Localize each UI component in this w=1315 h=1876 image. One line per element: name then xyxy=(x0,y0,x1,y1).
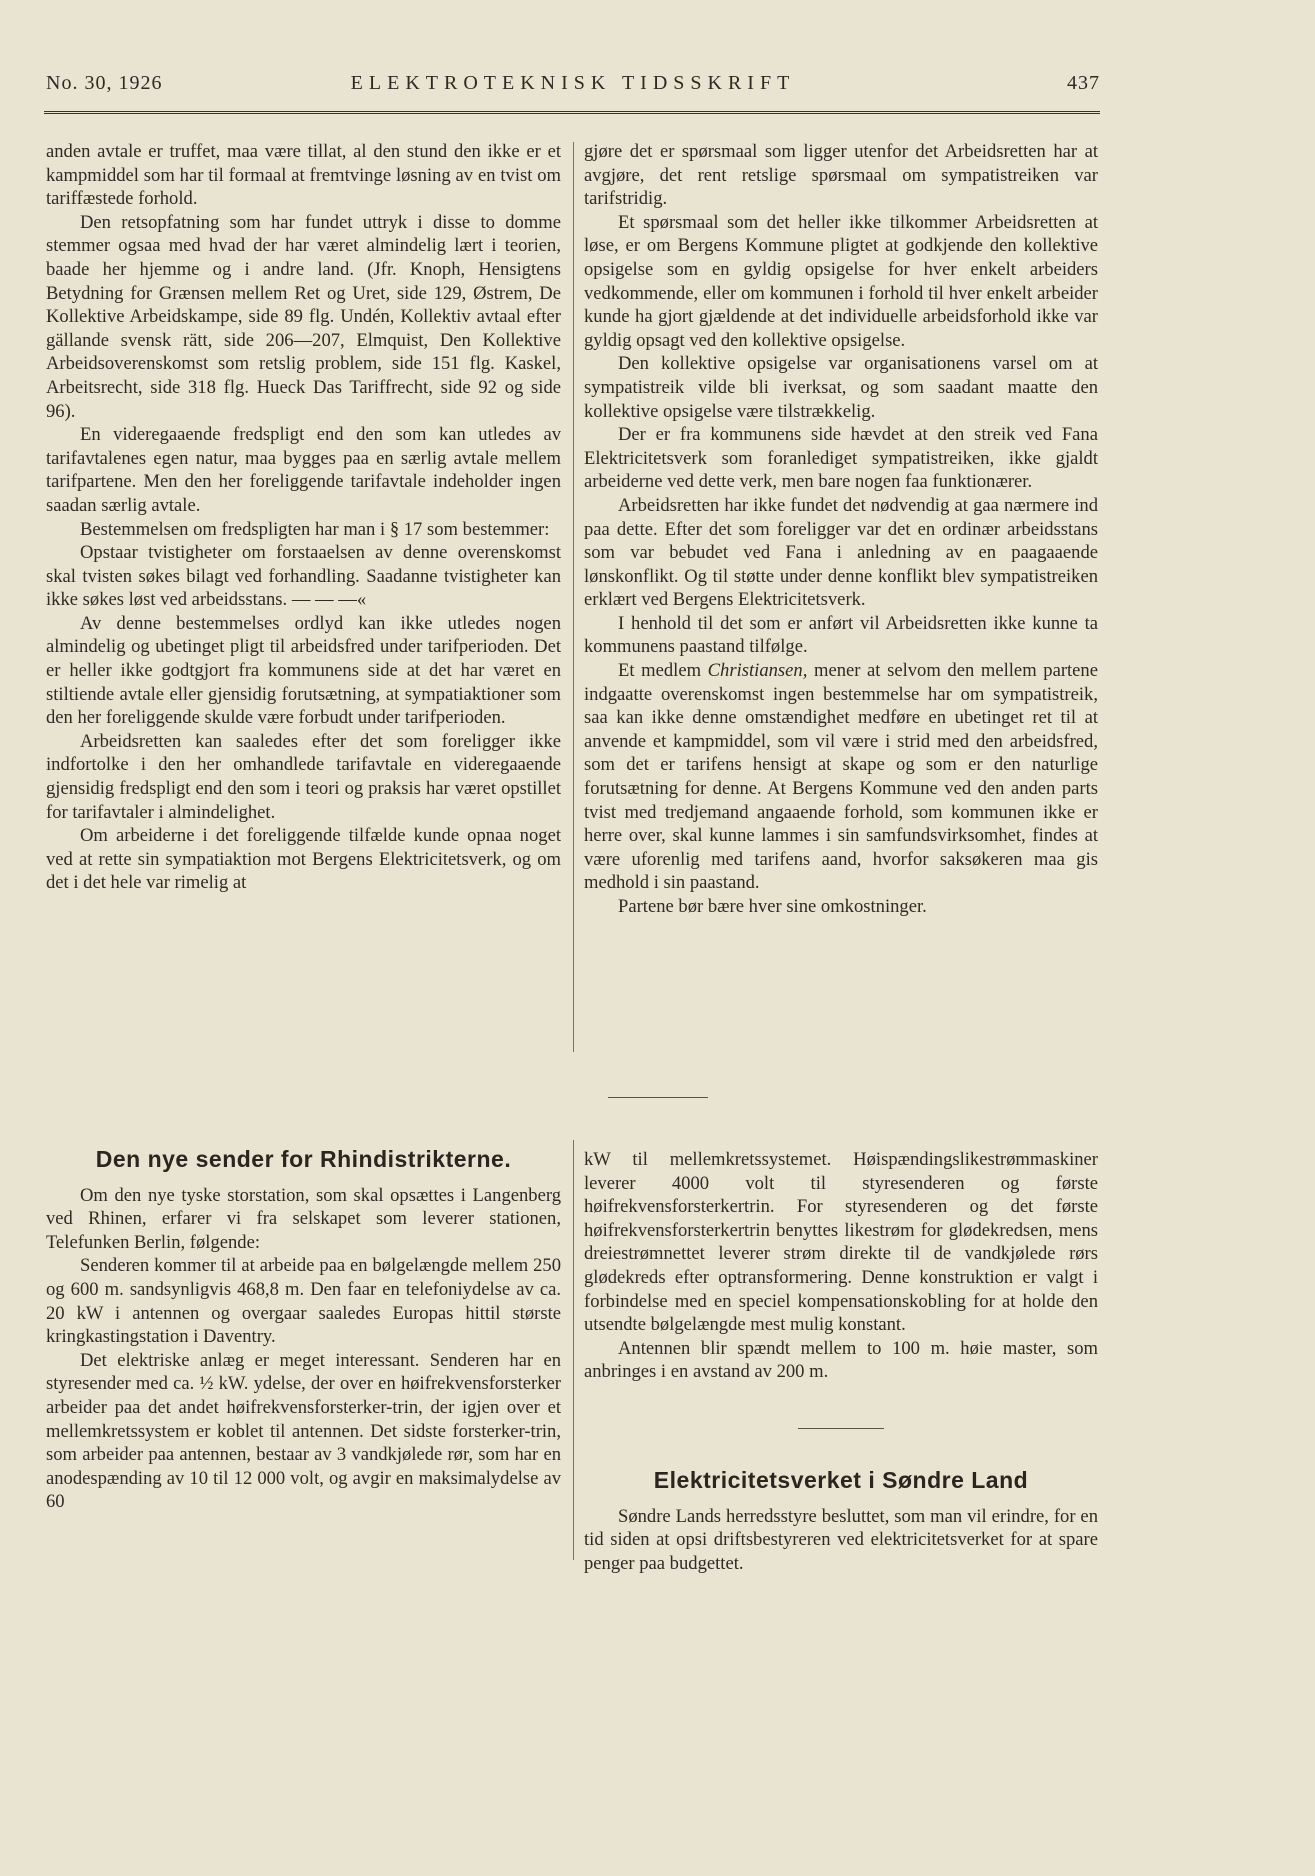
paragraph: Bestemmelsen om fredspligten har man i § 17 som bestemmer: xyxy=(80,518,550,540)
paragraph: gjøre det er spørsmaal som ligger utenfor det Arbeidsretten har at avgjøre, det rent retslige spørsmaal om sympatistreiken var tarifstridig. xyxy=(584,141,1098,210)
paragraph: Der er fra kommunens side hævdet at den streik ved Fana Elektricitetsverk som foranlediget sympatistreiken, ikke gjaldt arbeiderne ved dette verk, men bare nogen faa funktionærer. xyxy=(584,424,1098,493)
paragraph: Om den nye tyske storstation, som skal opsættes i Langenberg ved Rhinen, erfarer vi fra selskapet som leverer stationen, Telefunken Berlin, følgende: xyxy=(46,1184,561,1253)
journal-title: ELEKTROTEKNISK TIDSSKRIFT xyxy=(350,72,796,94)
paragraph: Søndre Lands herredsstyre besluttet, som man vil erindre, for en tid siden at opsi driftsbestyreren ved elektricitetsverket for at spare penger paa budgettet. xyxy=(584,1505,1098,1574)
article-title: Den nye sender for Rhindistrikterne. xyxy=(95,1146,512,1172)
paragraph: anden avtale er truffet, maa være tillat, al den stund den ikke er et kampmiddel som har til formaal at fremtvinge løsning av en tvist om tariffæstede forhold. xyxy=(46,141,561,210)
column-divider-top xyxy=(573,142,574,1052)
paragraph: Av denne bestemmelses ordlyd kan ikke utledes nogen almindelig og ubetinget pligt til arbeidsfred under tarifperioden. Det er heller ikke godtgjort fra kommunens side at det har været en stiltiende avtale eller gjensidig forutsætning, at sympatiaktioner som den her foreliggende skulde være forbudt under tarifperioden. xyxy=(46,612,561,729)
paragraph: Et spørsmaal som det heller ikke tilkommer Arbeidsretten at løse, er om Bergens Kommune pligtet at godkjende den kollektive opsigelse som en gyldig opsigelse for hver enkelt arbeiders vedkommende, eller om kommunen i forhold til hver enkelt arbeider kunde ha gjort gjældende at det individuelle arbeidsforhold ikke var gyldig opsagt ved den kollektive opsigelse. xyxy=(584,211,1098,351)
running-header xyxy=(46,72,1100,102)
page-number: 437 xyxy=(1067,72,1100,94)
paragraph: I henhold til det som er anført vil Arbeidsretten ikke kunne ta kommunens paastand tilfølge. xyxy=(584,612,1098,658)
paragraph: Den retsopfatning som har fundet uttryk i disse to domme stemmer ogsaa med hvad der har været almindelig lært i teorien, baade her hjemme og i andre land. (Jfr. Knoph, Hensigtens Betydning for Grænsen mellem Ret og Uret, side 129, Østrem, De Kollektive Arbeidskampe, side 89 flg. Undén, Kollektiv avtaal efter gällande svensk rätt, side 206—207, Elmquist, Den Kollektive Arbeidsoverenskomst som retslig problem, side 151 flg. Kaskel, Arbeitsrecht, side 318 flg. Hueck Das Tariffrecht, side 92 og side 96). xyxy=(46,211,561,422)
header-rule xyxy=(44,111,1100,117)
paragraph: Senderen kommer til at arbeide paa en bølgelængde mellem 250 og 600 m. sandsynligvis 468,8 m. Den faar en telefoniydelse av ca. 20 kW i antennen og overgaar saaledes Europas hittil største kringkastingstation i Daventry. xyxy=(46,1255,561,1348)
article-title-2: Elektricitetsverket i Søndre Land xyxy=(653,1466,1029,1493)
paragraph: Det elektriske anlæg er meget interessant. Senderen har en styresender med ca. ½ kW. ydelse, der over en høifrekvensforsterker arbeider paa det andet høifrekvensforsterker-trin, der igjen over et mellemkretssystem er koblet til antennen. Det sidste forsterker-trin, som arbeider paa antennen, bestaar av 3 vandkjølede rør, som har en anodespænding av 10 til 12 000 volt, og avgir en maksimalydelse av 60 xyxy=(46,1349,561,1513)
paragraph: Arbeidsretten har ikke fundet det nødvendig at gaa nærmere ind paa dette. Efter det som foreligger var det en ordinær arbeidsstans som var bebudet ved Fana i anledning av en paagaaende lønskonflikt. Og til støtte under denne konflikt blev sympatistreiken erklært ved Bergens Elektricitetsverk. xyxy=(584,494,1098,611)
column-left-bottom xyxy=(46,1148,561,1514)
paragraph: Arbeidsretten kan saaledes efter det som foreligger ikke indfortolke i den her omhandlede tarifavtale en videregaaende gjensidig fredspligt end den som i teori og praksis har været opstillet for tarifavtaler i almindelighet. xyxy=(46,730,561,823)
column-divider-bottom xyxy=(573,1140,574,1560)
paragraph: Partene bør bære hver sine omkostninger. xyxy=(618,896,927,917)
column-right-top xyxy=(584,140,1098,919)
text-run: Et medlem xyxy=(618,660,708,682)
paragraph: Den kollektive opsigelse var organisationens varsel om at sympatistreik vilde bli iverksat, og som saadant maatte den kollektive opsigelse være tilstrækkelig. xyxy=(584,353,1098,422)
paragraph: Om arbeiderne i det foreliggende tilfælde kunde opnaa noget ved at rette sin sympatiaktion mot Bergens Elektricitetsverk, og om det i det hele var rimelig at xyxy=(46,825,561,894)
issue-label: No. 30, 1926 xyxy=(46,72,163,94)
paragraph: En videregaaende fredspligt end den som kan utledes av tarifavtalenes egen natur, maa bygges paa en særlig avtale mellem tarifpartene. Men den her foreliggende tarifavtale indeholder ingen saadan særlig avtale. xyxy=(46,424,561,516)
column-right-bottom xyxy=(584,1148,1098,1575)
section-rule xyxy=(798,1428,884,1429)
paragraph xyxy=(584,659,1098,895)
paragraph: Opstaar tvistigheter om forstaaelsen av denne overenskomst skal tvisten søkes bilagt ved forhandling. Saadanne tvistigheter kan ikke søkes løst ved arbeidsstans. — — —« xyxy=(46,542,561,611)
paragraph: Antennen blir spændt mellem to 100 m. høie master, som anbringes i en avstand av 200 m. xyxy=(584,1337,1098,1383)
section-separator xyxy=(608,1097,708,1098)
paragraph: kW til mellemkretssystemet. Høispændingslikestrømmaskiner leverer 4000 volt til styresenderen og første høifrekvensforsterkertrin. For styresenderen og det første høifrekvensforsterkertrin benyttes likestrøm for glødekredsen, mens dreiestrømnettet leverer strøm direkte til de vandkjølede rørs glødekreds efter optransformering. Denne konstruktion er valgt i forbindelse med en speciel kompensationskobling for at holde den utsendte bølgelængde mest mulig konstant. xyxy=(584,1149,1098,1336)
text-run: mener at selvom den mellem partene indgaatte overenskomst ingen bestemmelse har om sympatistreik, saa kan ikke denne omstændighet medføre en ubetinget ret til at anvende et kampmiddel, som vil være i strid med den arbeidsfred, som det er tarifens hensigt at skape og som er den naturlige forutsætning for denne. At Bergens Kommune ved den anden parts tvist med tredjemand angaaende forhold, som kommunen ikke er herre over, skal kunne lammes i sin samfundsvirksomhet, findes at være uforenlig med tarifens aand, hvorfor saksøkeren maa gis medhold i sin paastand. xyxy=(584,660,1098,894)
column-left-top xyxy=(46,140,561,895)
member-name: Christiansen, xyxy=(707,660,808,682)
